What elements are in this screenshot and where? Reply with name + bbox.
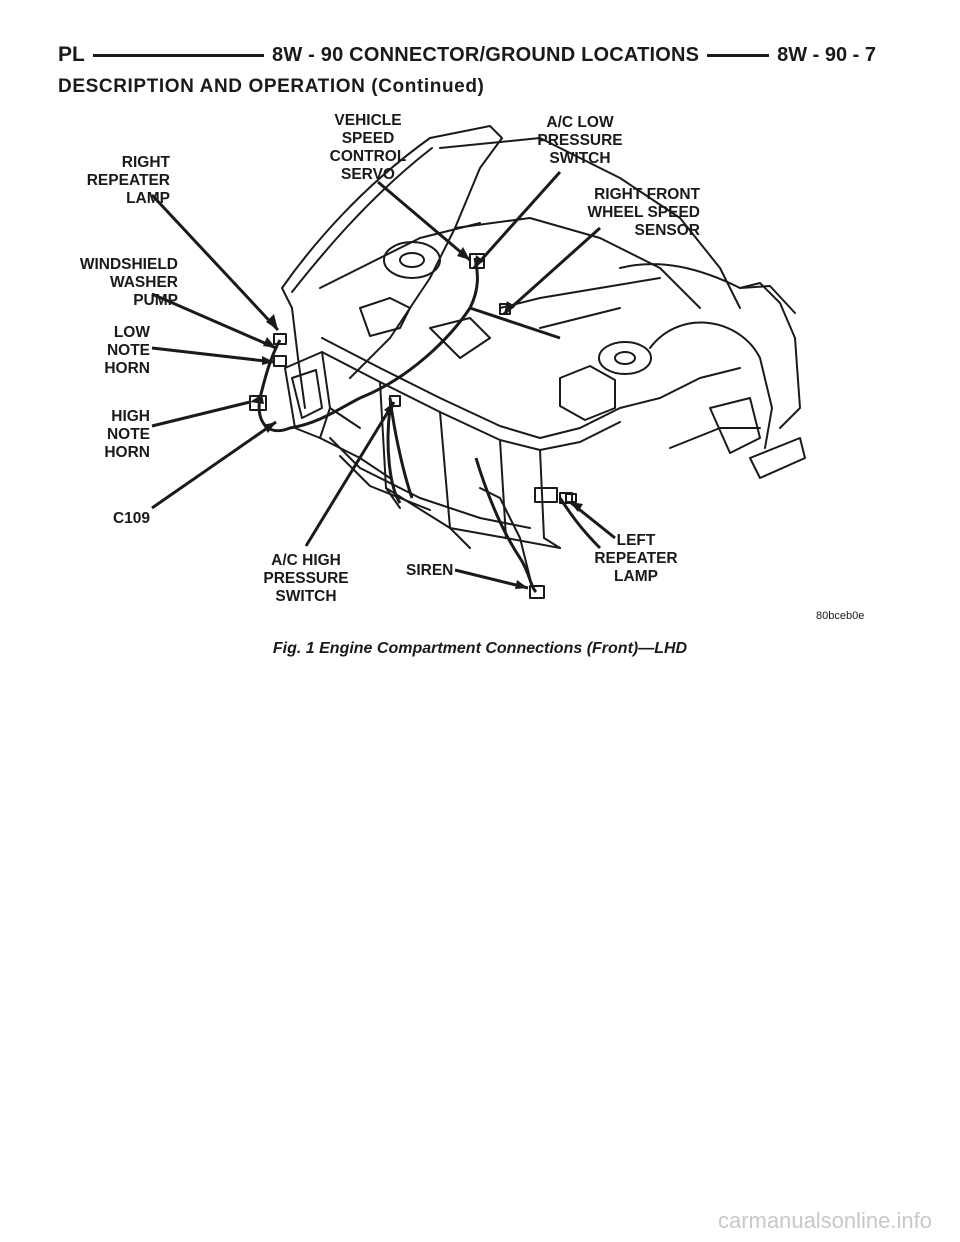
label-windshield-washer-pump: WINDSHIELD WASHER PUMP	[79, 256, 178, 309]
leader-c109	[152, 422, 276, 508]
section-title: DESCRIPTION AND OPERATION (Continued)	[58, 76, 485, 97]
figure-code: 80bceb0e	[816, 610, 865, 622]
leader-ac-low-pressure-switch	[474, 172, 560, 268]
label-ac-low-pressure-switch: A/C LOW PRESSURE SWITCH	[537, 114, 623, 167]
header-section-code: PL	[58, 40, 93, 70]
label-right-front-wheel-speed-sensor: RIGHT FRONT WHEEL SPEED SENSOR	[587, 186, 700, 239]
page-header	[58, 40, 876, 70]
watermark: carmanualsonline.info	[717, 1208, 932, 1233]
label-ac-high-pressure-switch: A/C HIGH PRESSURE SWITCH	[263, 552, 349, 605]
leader-right-front-wheel-speed-sensor	[504, 228, 600, 314]
engine-compartment-figure	[60, 108, 880, 628]
label-vehicle-speed-control-servo: VEHICLE SPEED CONTROL SERVO	[329, 112, 407, 183]
header-title: 8W - 90 CONNECTOR/GROUND LOCATIONS	[264, 40, 707, 70]
leader-ac-high-pressure-switch	[306, 402, 394, 546]
label-siren: SIREN	[406, 562, 454, 579]
figure-caption: Fig. 1 Engine Compartment Connections (Front)—LHD	[272, 640, 688, 657]
leader-low-note-horn	[152, 348, 274, 362]
header-page-number: 8W - 90 - 7	[769, 40, 876, 70]
label-c109: C109	[112, 510, 150, 527]
label-left-repeater-lamp: LEFT REPEATER LAMP	[594, 532, 678, 585]
engine-compartment-illustration	[60, 108, 880, 628]
leader-high-note-horn	[152, 402, 250, 426]
label-low-note-horn: LOW NOTE HORN	[104, 324, 150, 377]
label-high-note-horn: HIGH NOTE HORN	[104, 408, 150, 461]
label-right-repeater-lamp: RIGHT REPEATER LAMP	[86, 154, 170, 207]
